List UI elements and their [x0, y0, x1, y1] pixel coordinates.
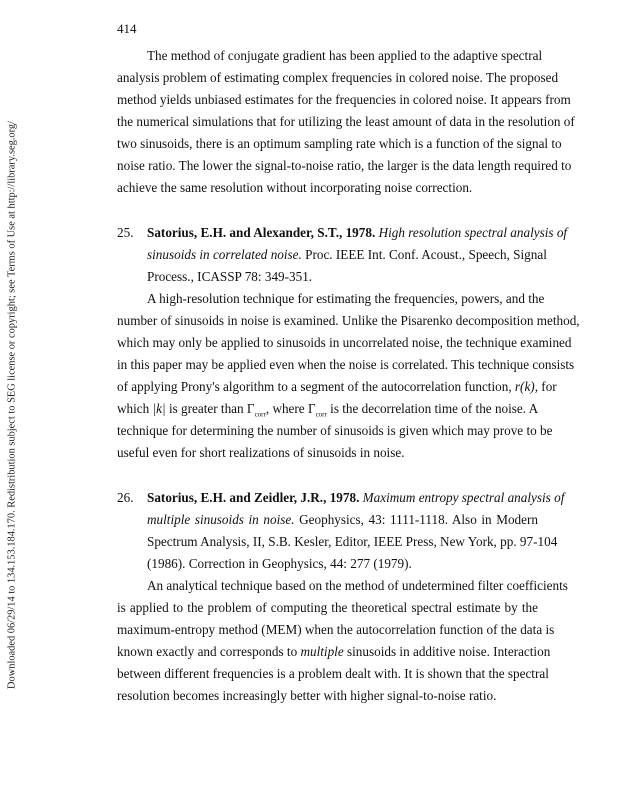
text-line: number of sinusoids in noise is examined. Unlike the Pisarenko decomposition method, [117, 313, 580, 328]
reference-heading [147, 512, 538, 528]
text-span: Satorius, E.H. and Zeidler, J.R., 1978. [147, 490, 360, 505]
text-span: Geophysics, 43: 1111-1118. Also in Modern [299, 512, 538, 527]
text-line: is applied to the problem of computing the theoretical spectral estimate by the [117, 600, 538, 615]
text-line: noise ratio. The lower the signal-to-noise ratio, the larger is the data length required to [117, 158, 572, 173]
text-line [117, 644, 551, 660]
reference-source: Process., ICASSP 78: 349-351. [147, 269, 313, 284]
text-span: known exactly and corresponds to [117, 644, 298, 659]
text-span: of applying Prony's algorithm to a segment of the autocorrelation function, [117, 379, 512, 394]
reference-heading [147, 247, 547, 263]
text-line: analysis problem of estimating complex frequencies in colored noise. The proposed [117, 70, 559, 85]
text-line: in this paper may be applied even when the noise is correlated. This technique consists [117, 357, 575, 372]
reference-source: Spectrum Analysis, II, S.B. Kesler, Editor, IEEE Press, New York, pp. 97-104 [147, 534, 558, 549]
text-line: between different frequencies is a problem dealt with. It is shown that the spectral [117, 666, 549, 681]
text-span: Proc. IEEE Int. Conf. Acoust., Speech, Signal [305, 247, 547, 262]
reference-source: (1986). Correction in Geophysics, 44: 277 (1979). [147, 556, 412, 571]
text-line: which may only be applied to sinusoids in uncorrelated noise, the technique examined [117, 335, 572, 350]
text-line [117, 379, 557, 395]
text-line: A high-resolution technique for estimating the frequencies, powers, and the [147, 291, 545, 306]
text-span: multiple sinusoids in noise. [147, 512, 295, 527]
text-span: is the decorrelation time of the noise. A [330, 401, 539, 416]
text-span: Maximum entropy spectral analysis of [362, 490, 565, 505]
text-line: achieve the same resolution without incorporating noise correction. [117, 180, 473, 195]
text-line: An analytical technique based on the method of undetermined filter coefficients [147, 578, 568, 593]
reference-number: 25. [117, 225, 134, 240]
text-line: resolution becomes increasingly better with higher signal-to-noise ratio. [117, 688, 497, 703]
text-line [117, 401, 538, 423]
text-span: Satorius, E.H. and Alexander, S.T., 1978. [147, 225, 376, 240]
text-span: multiple [300, 644, 344, 659]
page-number: 414 [117, 21, 137, 36]
text-span: for [541, 379, 557, 394]
text-span: which [117, 401, 150, 416]
text-line: maximum-entropy method (MEM) when the autocorrelation function of the data is [117, 622, 555, 637]
text-line: method yields unbiased estimates for the frequencies in colored noise. It appears from [117, 92, 571, 107]
text-line: technique for determining the number of sinusoids is given which may prove to be [117, 423, 553, 438]
text-line: useful even for short realizations of sinusoids in noise. [117, 445, 405, 460]
text-span: , where Γ [265, 401, 316, 416]
reference-heading [147, 490, 565, 506]
text-span: is greater than Γ [168, 401, 255, 416]
text-line: the numerical simulations that for utilizing the least amount of data in the resolution of [117, 114, 575, 129]
reference-number: 26. [117, 490, 134, 505]
text-span: corr [254, 410, 266, 419]
text-span: sinusoids in correlated noise. [147, 247, 302, 262]
reference-heading [147, 225, 568, 241]
download-notice: Downloaded 06/29/14 to 134.153.184.170. Redistribution subject to SEG license or copyright; see Terms of Use at http://library.seg.org/ [6, 121, 18, 689]
text-span: sinusoids in additive noise. Interaction [347, 644, 551, 659]
text-span: r(k), [514, 379, 538, 394]
text-span: corr [315, 410, 327, 419]
text-span: High resolution spectral analysis of [378, 225, 568, 240]
text-span: |k| [152, 401, 166, 416]
text-line: The method of conjugate gradient has been applied to the adaptive spectral [147, 48, 543, 63]
text-line: two sinusoids, there is an optimum sampling rate which is a function of the signal to [117, 136, 562, 151]
